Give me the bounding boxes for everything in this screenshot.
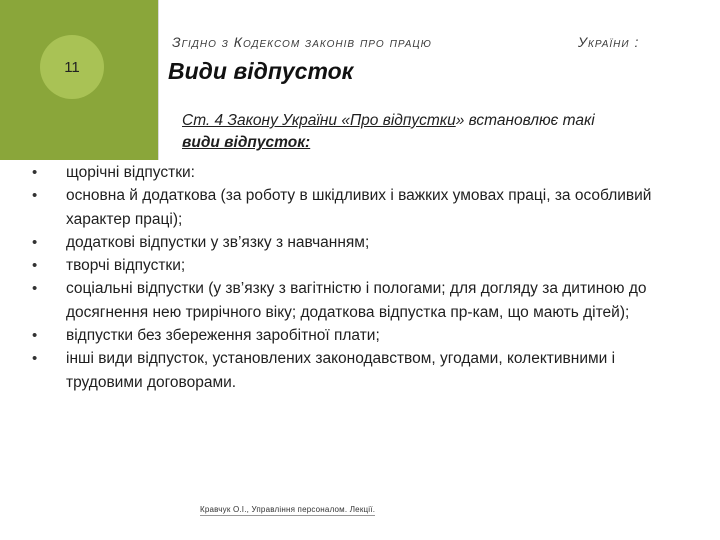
list-item-text: інші види відпусток, установлених законодавством, угодами, колективними і трудовими договорами. [66,350,616,391]
bullet-icon: • [32,280,38,298]
intro-paragraph [182,110,682,154]
header-divider [158,0,159,160]
list-item [32,347,682,394]
list-item-text: відпустки без збереження заробітної плати; [66,327,380,345]
list-item-text: соціальні відпустки (у зв’язку з вагітністю і пологами; для догляду за дитиною до досягнення нею трирічного віку; додаткова відпустка пр-кам, що мають дітей); [66,280,647,321]
list-item [32,254,682,277]
list-item-text: творчі відпустки; [66,257,186,275]
header-right-text: України : [578,34,640,50]
bullet-icon: • [32,327,38,345]
list-item [32,277,682,324]
slide-title: Види відпусток [168,58,354,84]
intro-text-end: » встановлює такі [455,112,595,129]
bullet-icon: • [32,233,38,251]
list-item-text: додаткові відпустки у зв’язку з навчанням; [66,233,370,251]
list-item-text: основна й додаткова (за роботу в шкідливих і важких умовах праці, за особливий характер праці); [66,187,652,228]
slide-number: 11 [64,58,80,76]
law-link[interactable]: Про відпустки [349,112,456,129]
list-item-text: щорічні відпустки: [66,164,195,181]
bullet-icon: • [32,187,38,205]
list-item [32,161,682,184]
slide-footer: Кравчук О.І., Управління персоналом. Лекції. [200,505,376,514]
header-left-text: Згідно з Кодексом законів про працю [172,34,432,50]
list-item [32,231,682,254]
bullet-icon: • [32,257,38,275]
leave-types-list [32,161,682,394]
intro-strong: види відпусток: [182,134,311,151]
slide-header [172,34,702,50]
bullet-icon: • [32,350,38,368]
bullet-icon: • [32,164,38,181]
list-item [32,184,682,231]
intro-text-start: Ст. 4 Закону України « [182,112,350,129]
list-item [32,324,682,347]
slide-number-badge [40,35,104,99]
